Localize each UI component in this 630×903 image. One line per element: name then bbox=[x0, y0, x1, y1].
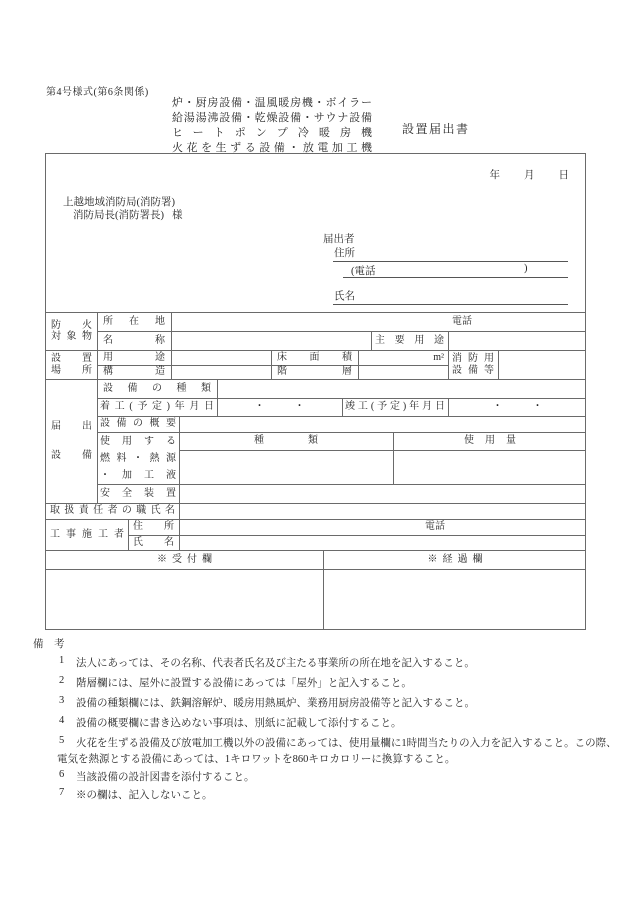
fuel-type-header: 種類 bbox=[254, 435, 362, 447]
form-number: 第4号様式(第6条関係) bbox=[46, 87, 149, 98]
location-label: 所在地 bbox=[103, 315, 165, 327]
grid-line bbox=[498, 350, 499, 379]
day-label: 日 bbox=[558, 170, 569, 181]
equipment-line: 給湯湯沸設備・乾燥設備・サウナ設備 bbox=[172, 112, 372, 124]
form-box bbox=[45, 153, 586, 630]
notifier-address-label: 住所 bbox=[334, 248, 355, 259]
grid-line bbox=[179, 450, 586, 451]
grid-line bbox=[46, 569, 586, 570]
remark-note: 1 法人にあっては、その名称、代表者氏名及び主たる事業所の所在地を記入すること。 bbox=[59, 655, 475, 669]
name-writing-line bbox=[333, 304, 568, 305]
reception-column-header: ※受付欄 bbox=[157, 553, 217, 565]
notifier-label: 届出者 bbox=[323, 234, 355, 245]
end-date-value-cell bbox=[448, 398, 586, 416]
safety-device-label: 安全装置 bbox=[100, 487, 176, 499]
remark-note: 2 階層欄には、屋外に設置する設備にあっては「屋外」と記入すること。 bbox=[59, 675, 412, 689]
notified-equipment-label: 届出 設備 bbox=[51, 420, 92, 461]
grid-line bbox=[128, 535, 586, 536]
notifier-phone-label: (電話 bbox=[351, 266, 376, 277]
start-date-label: 着工(予定)年月日 bbox=[100, 401, 214, 413]
year-label: 年 bbox=[489, 170, 500, 181]
main-use-label: 主要用途 bbox=[375, 334, 444, 346]
addressee-title: 消防局長(消防署長) bbox=[73, 210, 164, 221]
remark-note: 3 設備の種類欄には、鉄鋼溶解炉、暖房用熱風炉、業務用厨房設備等と記入すること。 bbox=[59, 695, 475, 709]
contractor-address-value-cell bbox=[179, 519, 586, 535]
manager-name-label: 取扱責任者の職氏名 bbox=[50, 505, 175, 517]
floor-area-label: 床面積 bbox=[277, 351, 352, 363]
area-unit: m² bbox=[433, 351, 444, 363]
equipment-line: 火花を生ずる設備・放電加工機 bbox=[172, 142, 372, 154]
document-title: 設置届出書 bbox=[402, 122, 470, 136]
floor-area-unit-cell bbox=[358, 350, 448, 365]
remark-note-continuation: 電気を熱源とする設備にあっては、1キロワットを860キロカロリーに換算すること。 bbox=[57, 754, 456, 765]
phone-writing-line bbox=[343, 277, 568, 278]
fuel-amount-header: 使用量 bbox=[464, 435, 527, 447]
contractor-address-label: 住所 bbox=[133, 521, 174, 533]
install-place-label: 設置 場所 bbox=[51, 353, 92, 376]
fire-object-label: 防火 対象物 bbox=[51, 319, 92, 342]
location-value-cell bbox=[171, 312, 586, 331]
addressee-line1: 上越地域消防局(消防署) bbox=[63, 197, 175, 208]
date-dots: ・ ・ bbox=[492, 401, 543, 413]
notifier-phone-close: ) bbox=[524, 263, 528, 274]
remark-note: 5 火花を生ずる設備及び放電加工機以外の設備にあっては、使用量欄に1時間当たりの入力を記入すること。この際、 bbox=[59, 735, 617, 749]
honorific: 様 bbox=[172, 210, 183, 221]
equipment-type-label: 設備の種類 bbox=[103, 382, 211, 394]
location-phone-label: 電話 bbox=[452, 315, 472, 327]
remark-note: 4 設備の概要欄に書き込めない事項は、別紙に記載して添付すること。 bbox=[59, 715, 402, 729]
contractor-label: 工事施工者 bbox=[50, 528, 124, 540]
remarks-heading: 備 考 bbox=[33, 639, 65, 650]
progress-column-header: ※経過欄 bbox=[427, 553, 488, 565]
remark-note: 6 当該設備の設計図書を添付すること。 bbox=[59, 769, 255, 783]
equipment-summary-label: 設備の概要 bbox=[100, 418, 176, 430]
contractor-phone-label: 電話 bbox=[425, 521, 445, 533]
month-label: 月 bbox=[524, 170, 535, 181]
use-label: 用途 bbox=[103, 351, 165, 363]
fuel-heat-label: 使用する 燃料・熱源 ・加工液 bbox=[100, 435, 176, 481]
end-date-label: 竣工(予定)年月日 bbox=[345, 401, 445, 413]
structure-label: 構造 bbox=[103, 366, 165, 378]
contractor-name-label: 氏名 bbox=[133, 536, 174, 548]
date-line bbox=[490, 167, 570, 182]
name-label: 名称 bbox=[103, 334, 165, 346]
equipment-line: ヒートポンプ冷暖房機 bbox=[172, 127, 372, 139]
start-date-value-cell bbox=[217, 398, 342, 416]
equipment-line: 炉・厨房設備・温風暖房機・ボイラー bbox=[172, 97, 372, 109]
notifier-name-label: 氏名 bbox=[334, 291, 355, 302]
equipment-type-list bbox=[172, 96, 372, 156]
fire-equipment-label: 消防用 設備等 bbox=[452, 353, 494, 376]
date-dots: ・ ・ bbox=[254, 401, 305, 413]
remark-note: 7 ※の欄は、記入しないこと。 bbox=[59, 787, 213, 801]
addressee-line2 bbox=[73, 207, 183, 222]
floor-label: 階層 bbox=[277, 366, 352, 378]
address-writing-line bbox=[333, 261, 568, 262]
